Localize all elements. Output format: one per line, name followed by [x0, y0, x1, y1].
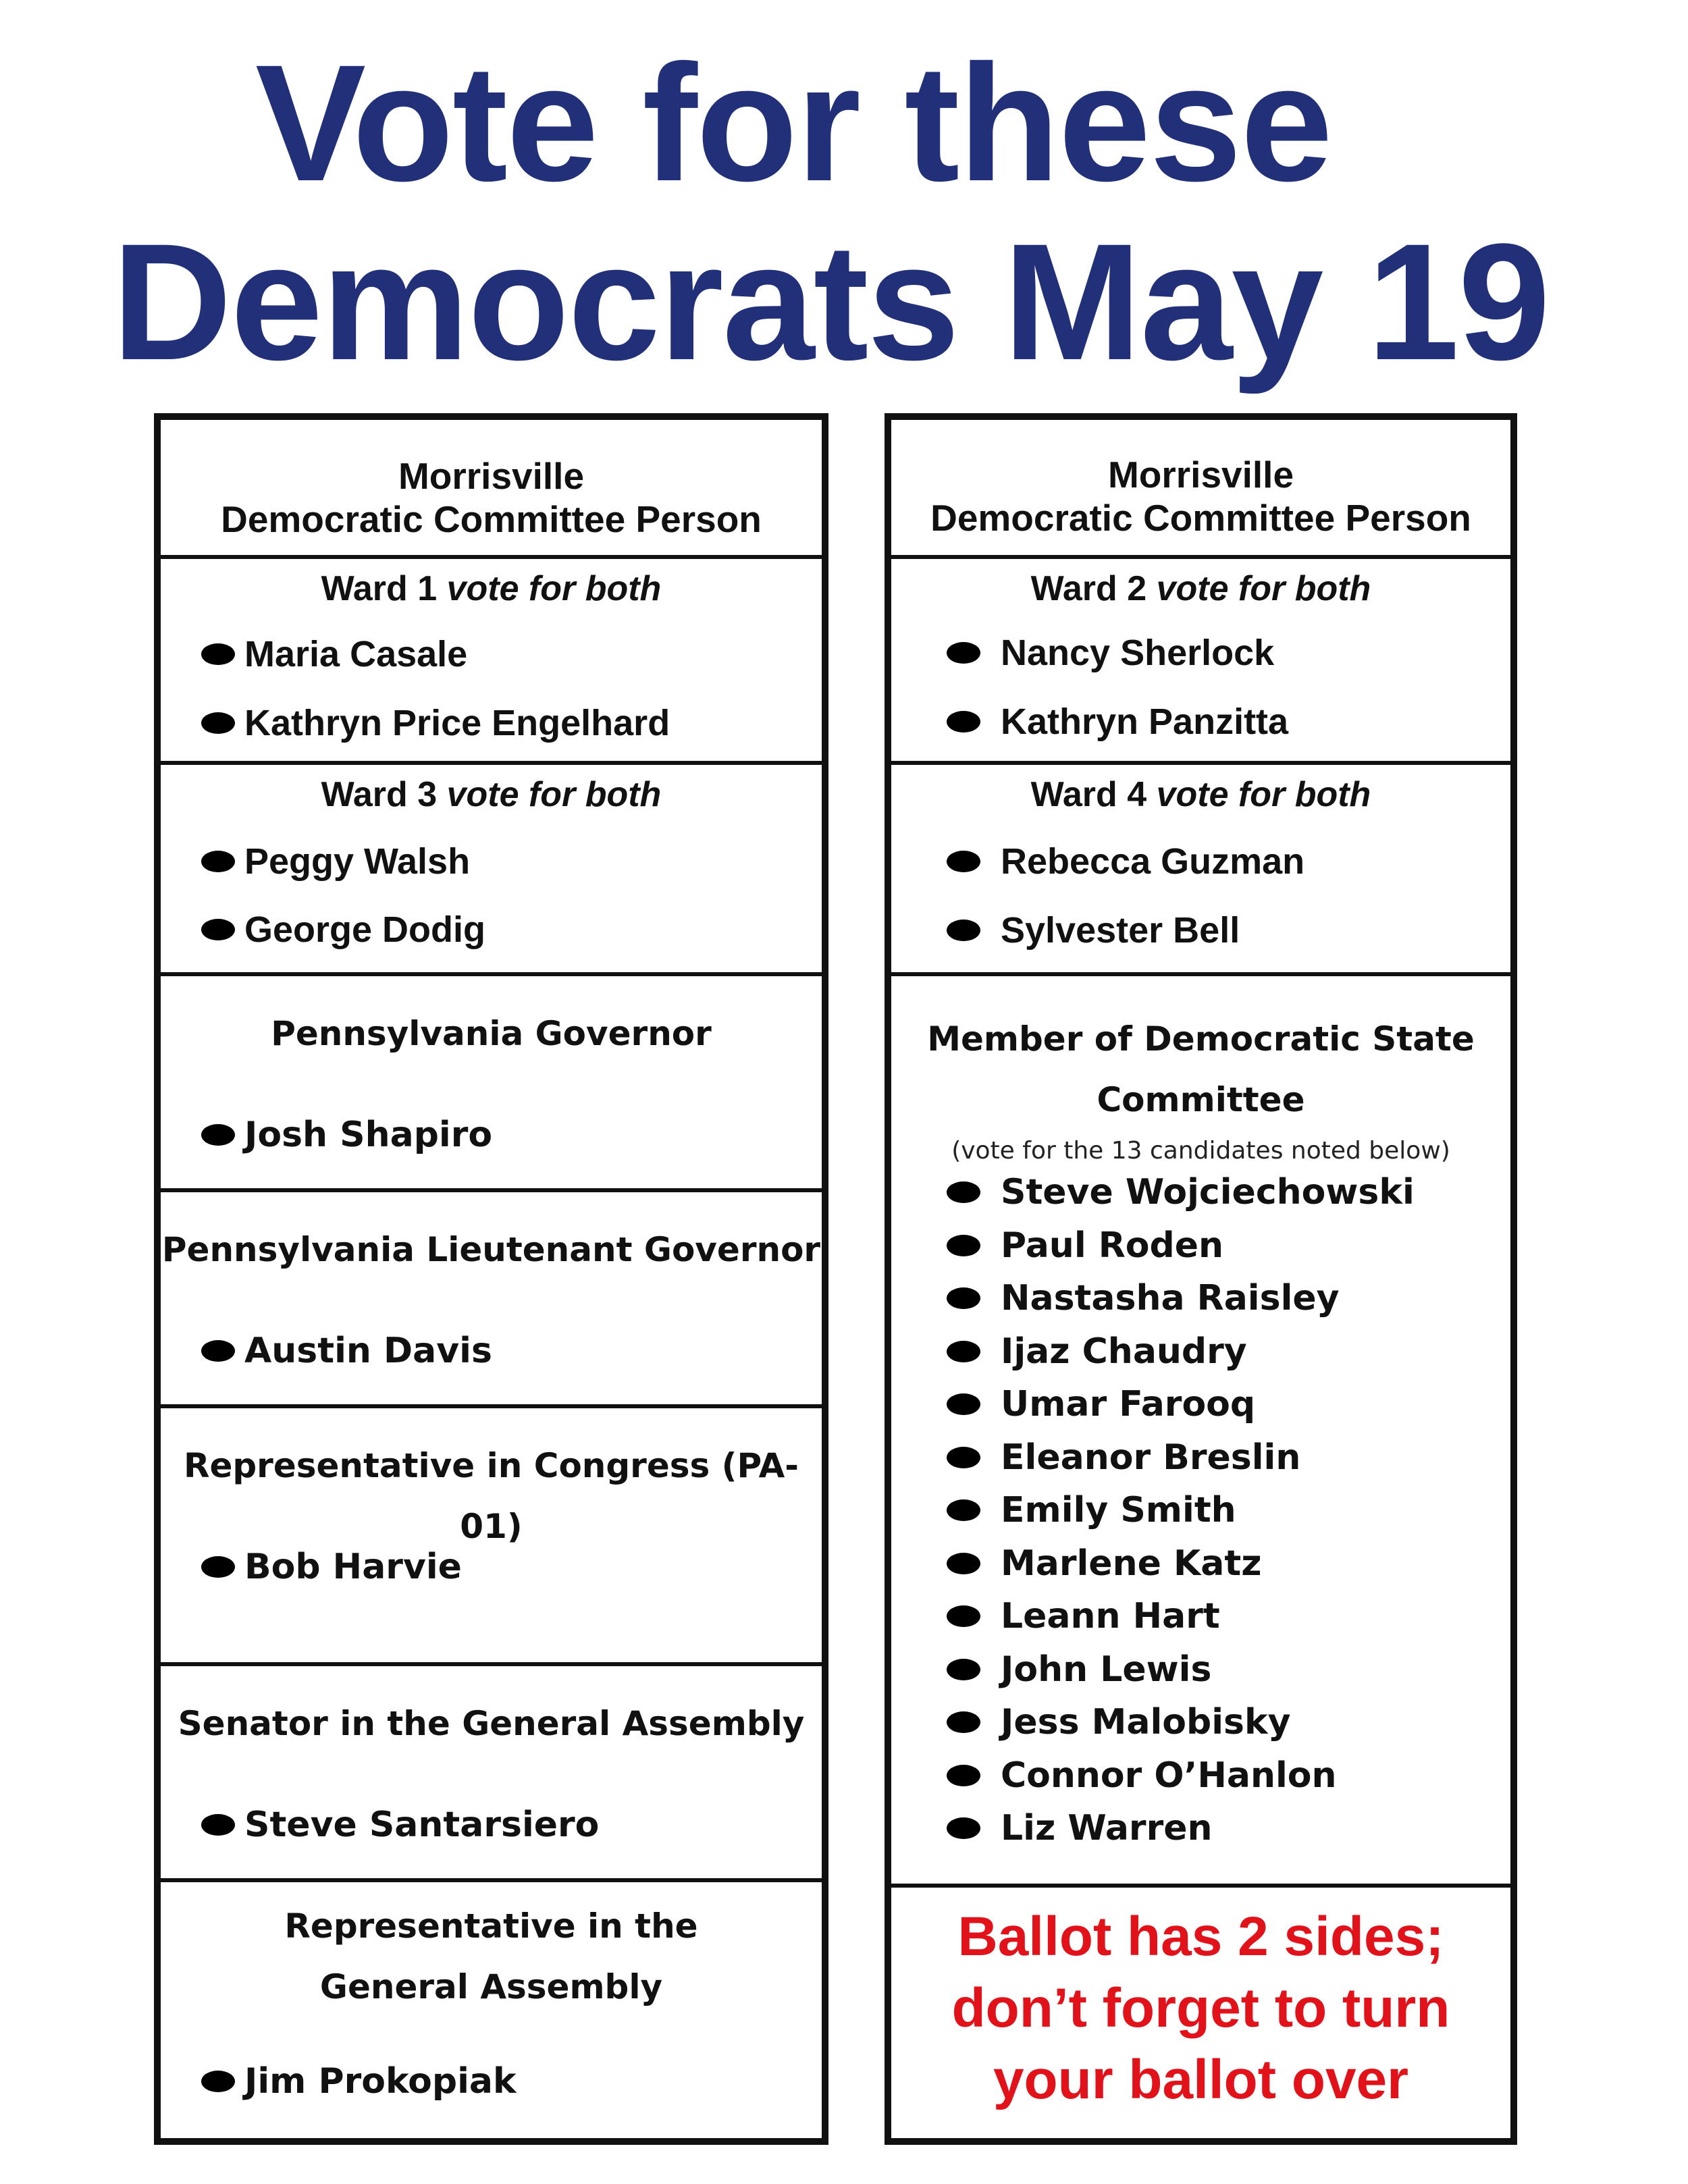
candidate-item: Austin Davis — [201, 1331, 492, 1371]
candidate-item: Paul Roden — [947, 1225, 1223, 1266]
office-title: Pennsylvania Governor — [271, 1014, 712, 1053]
office-title-line2: General Assembly — [319, 1967, 663, 2006]
senator-section — [161, 1662, 822, 1878]
bullet-icon — [947, 642, 980, 664]
bullet-icon — [201, 1556, 235, 1578]
page-title-line2: Democrats May 19 — [111, 209, 1550, 395]
bullet-icon — [947, 1711, 980, 1733]
bullet-icon — [201, 2071, 235, 2092]
ward-3-section — [161, 761, 822, 972]
candidate-item: Leann Hart — [947, 1596, 1220, 1636]
left-ballot-column — [154, 413, 828, 2145]
office-title-line2: Committee — [1097, 1080, 1305, 1119]
bullet-icon — [947, 1447, 980, 1468]
candidate-item: Jess Malobisky — [947, 1702, 1290, 1742]
candidate-item: Emily Smith — [947, 1490, 1236, 1530]
bullet-icon — [201, 1124, 235, 1146]
bullet-icon — [201, 851, 235, 872]
bullet-icon — [947, 851, 980, 872]
state-committee-section — [891, 972, 1510, 1884]
candidate-item: Umar Farooq — [947, 1384, 1255, 1424]
candidate-item: Eleanor Breslin — [947, 1437, 1300, 1478]
ward-1-label: Ward 1 vote for both — [321, 569, 662, 608]
left-header — [161, 420, 822, 555]
bullet-icon — [201, 919, 235, 940]
page-title-line1: Vote for these — [255, 30, 1332, 216]
reminder-line3: your ballot over — [993, 2049, 1409, 2110]
candidate-item: Connor O’Hanlon — [947, 1755, 1337, 1796]
lt-governor-section — [161, 1188, 822, 1404]
bullet-icon — [947, 1393, 980, 1415]
bullet-icon — [947, 1235, 980, 1256]
candidate-item: Rebecca Guzman — [947, 841, 1304, 882]
office-title: Senator in the General Assembly — [178, 1704, 805, 1743]
office-title-line1: Member of Democratic State — [927, 1019, 1475, 1059]
ballot-reminder — [891, 1884, 1510, 2145]
candidate-item: Steve Santarsiero — [201, 1805, 599, 1845]
reminder-line2: don’t forget to turn — [951, 1977, 1450, 2039]
vote-instruction: (vote for the 13 candidates noted below) — [951, 1137, 1450, 1165]
candidate-item: Liz Warren — [947, 1808, 1213, 1848]
bullet-icon — [947, 1605, 980, 1627]
right-header-line2: Democratic Committee Person — [930, 497, 1471, 539]
candidate-item: Sylvester Bell — [947, 909, 1240, 951]
ward-2-label: Ward 2 vote for both — [1030, 569, 1371, 608]
bullet-icon — [947, 1817, 980, 1839]
ward-4-label: Ward 4 vote for both — [1030, 775, 1371, 814]
bullet-icon — [201, 1340, 235, 1362]
bullet-icon — [947, 1287, 980, 1309]
bullet-icon — [201, 712, 235, 734]
office-title-line1: Representative in the — [284, 1907, 698, 1946]
candidate-item: George Dodig — [201, 909, 485, 951]
right-header — [891, 420, 1510, 555]
candidate-item: Steve Wojciechowski — [947, 1172, 1415, 1213]
bullet-icon — [947, 1341, 980, 1362]
candidate-item: Kathryn Price Engelhard — [201, 702, 670, 744]
bullet-icon — [947, 1659, 980, 1680]
ward-2-section — [891, 555, 1510, 761]
congress-section — [161, 1404, 822, 1662]
candidate-item: Josh Shapiro — [201, 1115, 492, 1155]
reminder-line1: Ballot has 2 sides; — [957, 1906, 1444, 1967]
office-title: Pennsylvania Lieutenant Governor — [161, 1230, 821, 1269]
candidate-item: Ijaz Chaudry — [947, 1331, 1247, 1372]
candidate-item: Jim Prokopiak — [201, 2061, 517, 2102]
left-header-line1: Morrisville — [398, 455, 585, 497]
representative-section — [161, 1878, 822, 2145]
governor-section — [161, 972, 822, 1188]
bullet-icon — [947, 1499, 980, 1521]
candidate-item: Kathryn Panzitta — [947, 701, 1288, 743]
bullet-icon — [201, 643, 235, 665]
ward-1-section — [161, 555, 822, 761]
ward-3-label: Ward 3 vote for both — [321, 775, 662, 814]
bullet-icon — [947, 920, 980, 941]
office-title: Representative in Congress (PA-01) — [183, 1446, 799, 1546]
candidate-item: Nastasha Raisley — [947, 1278, 1340, 1319]
bullet-icon — [947, 1765, 980, 1786]
right-ballot-column — [885, 413, 1517, 2145]
bullet-icon — [947, 1181, 980, 1203]
candidate-item: John Lewis — [947, 1649, 1211, 1690]
candidate-item: Bob Harvie — [201, 1547, 462, 1587]
ward-4-section — [891, 761, 1510, 972]
candidate-item: Marlene Katz — [947, 1543, 1261, 1584]
left-header-line2: Democratic Committee Person — [221, 498, 762, 540]
candidate-item: Maria Casale — [201, 633, 467, 675]
bullet-icon — [947, 1553, 980, 1574]
right-header-line1: Morrisville — [1107, 454, 1294, 496]
bullet-icon — [947, 711, 980, 733]
candidate-item: Peggy Walsh — [201, 841, 470, 882]
candidate-item: Nancy Sherlock — [947, 632, 1274, 674]
bullet-icon — [201, 1814, 235, 1836]
